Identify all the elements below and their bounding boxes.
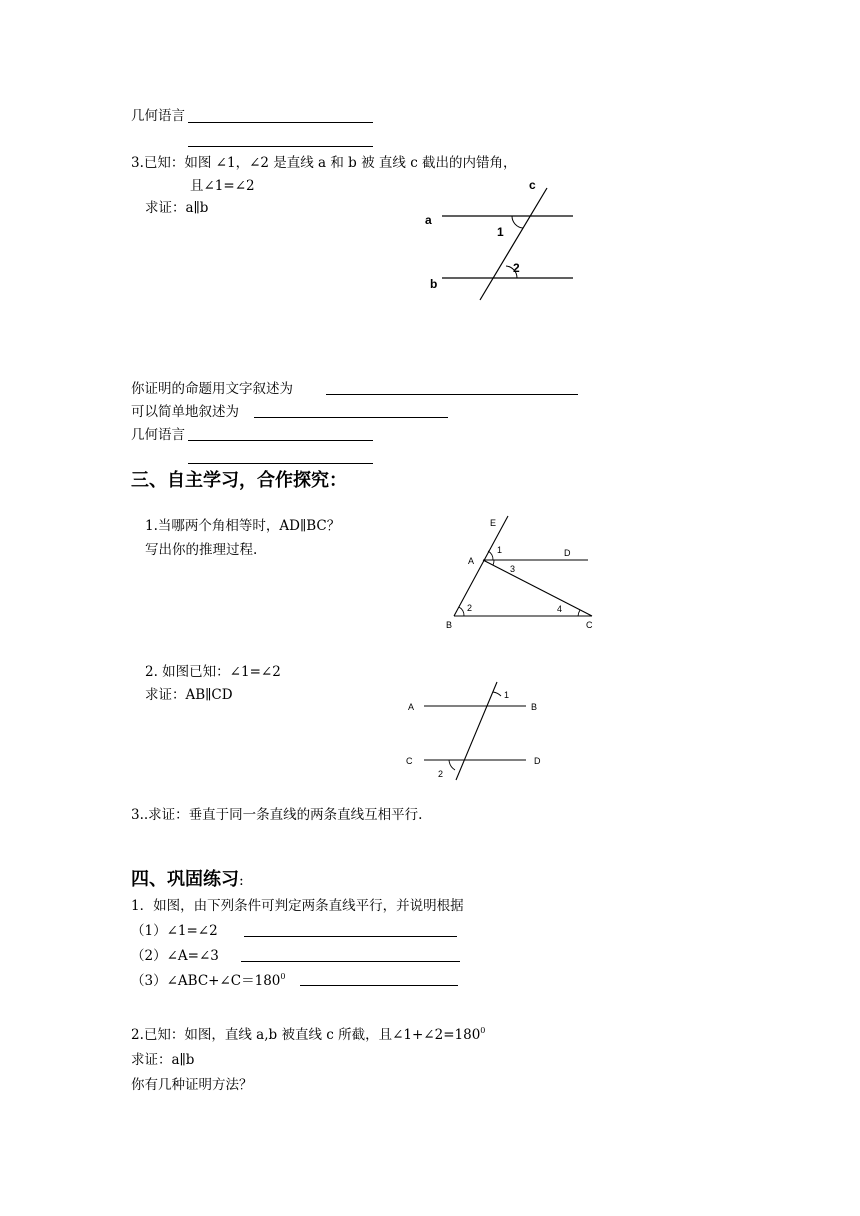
section4-q2-prove: 求证：a∥b	[131, 1052, 195, 1068]
section4-heading-colon: :	[239, 873, 244, 889]
section4-q2-ask: 你有几种证明方法？	[131, 1077, 253, 1093]
brief-statement-label: 可以简单地叙述为	[131, 404, 239, 420]
angle1-arc	[493, 692, 501, 696]
label-A: A	[408, 702, 415, 712]
label-C: C	[406, 756, 413, 766]
answer-blank[interactable]	[300, 985, 458, 986]
section4-q2-given-text: 2.已知：如图，直线 a,b 被直线 c 所截，且∠1+∠2=180	[131, 1027, 481, 1043]
answer-blank[interactable]	[188, 122, 373, 123]
angle2-arc	[459, 607, 464, 616]
label-angle2: 2	[438, 769, 444, 779]
section4-heading	[131, 869, 244, 892]
geo-language-label: 几何语言	[131, 427, 185, 443]
angle1-arc	[512, 216, 523, 228]
label-c: c	[529, 178, 536, 192]
section3-heading: 三、自主学习，合作探究：	[131, 470, 347, 491]
figure-triangle-abc	[440, 512, 610, 634]
label-A: A	[468, 556, 475, 566]
answer-blank[interactable]	[241, 961, 460, 962]
section3-q2-prove: 求证：AB∥CD	[145, 687, 233, 703]
answer-blank[interactable]	[188, 463, 373, 464]
angle2-arc	[449, 760, 455, 770]
label-D: D	[534, 756, 541, 766]
label-angle1: 1	[497, 545, 503, 555]
answer-blank[interactable]	[244, 936, 457, 937]
label-angle4: 4	[557, 604, 563, 614]
section4-q1-intro: 1．如图，由下列条件可判定两条直线平行，并说明根据	[131, 898, 464, 914]
section3-q3: 3..求证：垂直于同一条直线的两条直线互相平行.	[131, 807, 423, 823]
section3-q1-line2: 写出你的推理过程.	[145, 542, 258, 558]
problem3-prove: 求证：a∥b	[145, 200, 209, 216]
label-angle1: 1	[504, 690, 510, 700]
label-C: C	[586, 620, 593, 630]
label-angle3: 3	[510, 564, 516, 574]
condition-3	[131, 972, 285, 990]
line-c	[480, 188, 547, 300]
transversal	[456, 682, 497, 780]
section4-q2-given	[131, 1026, 485, 1044]
condition-3-text: （3）∠ABC+∠C＝180	[131, 973, 281, 989]
label-B: B	[531, 702, 538, 712]
angle4-arc	[578, 610, 580, 616]
label-E: E	[490, 518, 497, 528]
figure-transversal-ab	[415, 178, 590, 303]
problem3-given-line1: 3.已知：如图 ∠1，∠2 是直线 a 和 b 被 直线 c 截出的内错角，	[131, 155, 517, 171]
angle3-arc	[493, 560, 494, 565]
label-a: a	[425, 213, 432, 227]
answer-blank[interactable]	[326, 394, 578, 395]
degree-superscript: 0	[480, 1025, 486, 1035]
label-b: b	[430, 277, 438, 291]
figure-parallel-ab-cd	[400, 680, 560, 785]
condition-2: （2）∠A=∠3	[131, 948, 219, 964]
section3-q1-line1: 1.当哪两个角相等时，AD∥BC？	[145, 518, 341, 534]
geo-language-label-top: 几何语言	[131, 108, 185, 124]
section3-q2-given: 2. 如图已知：∠1=∠2	[145, 664, 281, 680]
answer-blank[interactable]	[188, 146, 373, 147]
line-be	[454, 516, 508, 616]
section4-heading-text: 四、巩固练习	[131, 869, 239, 890]
problem3-given-line2: 且∠1=∠2	[190, 178, 255, 194]
label-D: D	[564, 548, 571, 558]
label-angle2: 2	[513, 261, 520, 275]
label-angle1: 1	[497, 225, 504, 239]
condition-1: （1）∠1=∠2	[131, 923, 218, 939]
answer-blank[interactable]	[254, 417, 448, 418]
statement-label: 你证明的命题用文字叙述为	[131, 381, 293, 397]
degree-superscript: 0	[280, 971, 286, 981]
answer-blank[interactable]	[188, 440, 373, 441]
line-ac	[483, 560, 592, 616]
label-angle2: 2	[467, 603, 473, 613]
label-B: B	[446, 620, 453, 630]
